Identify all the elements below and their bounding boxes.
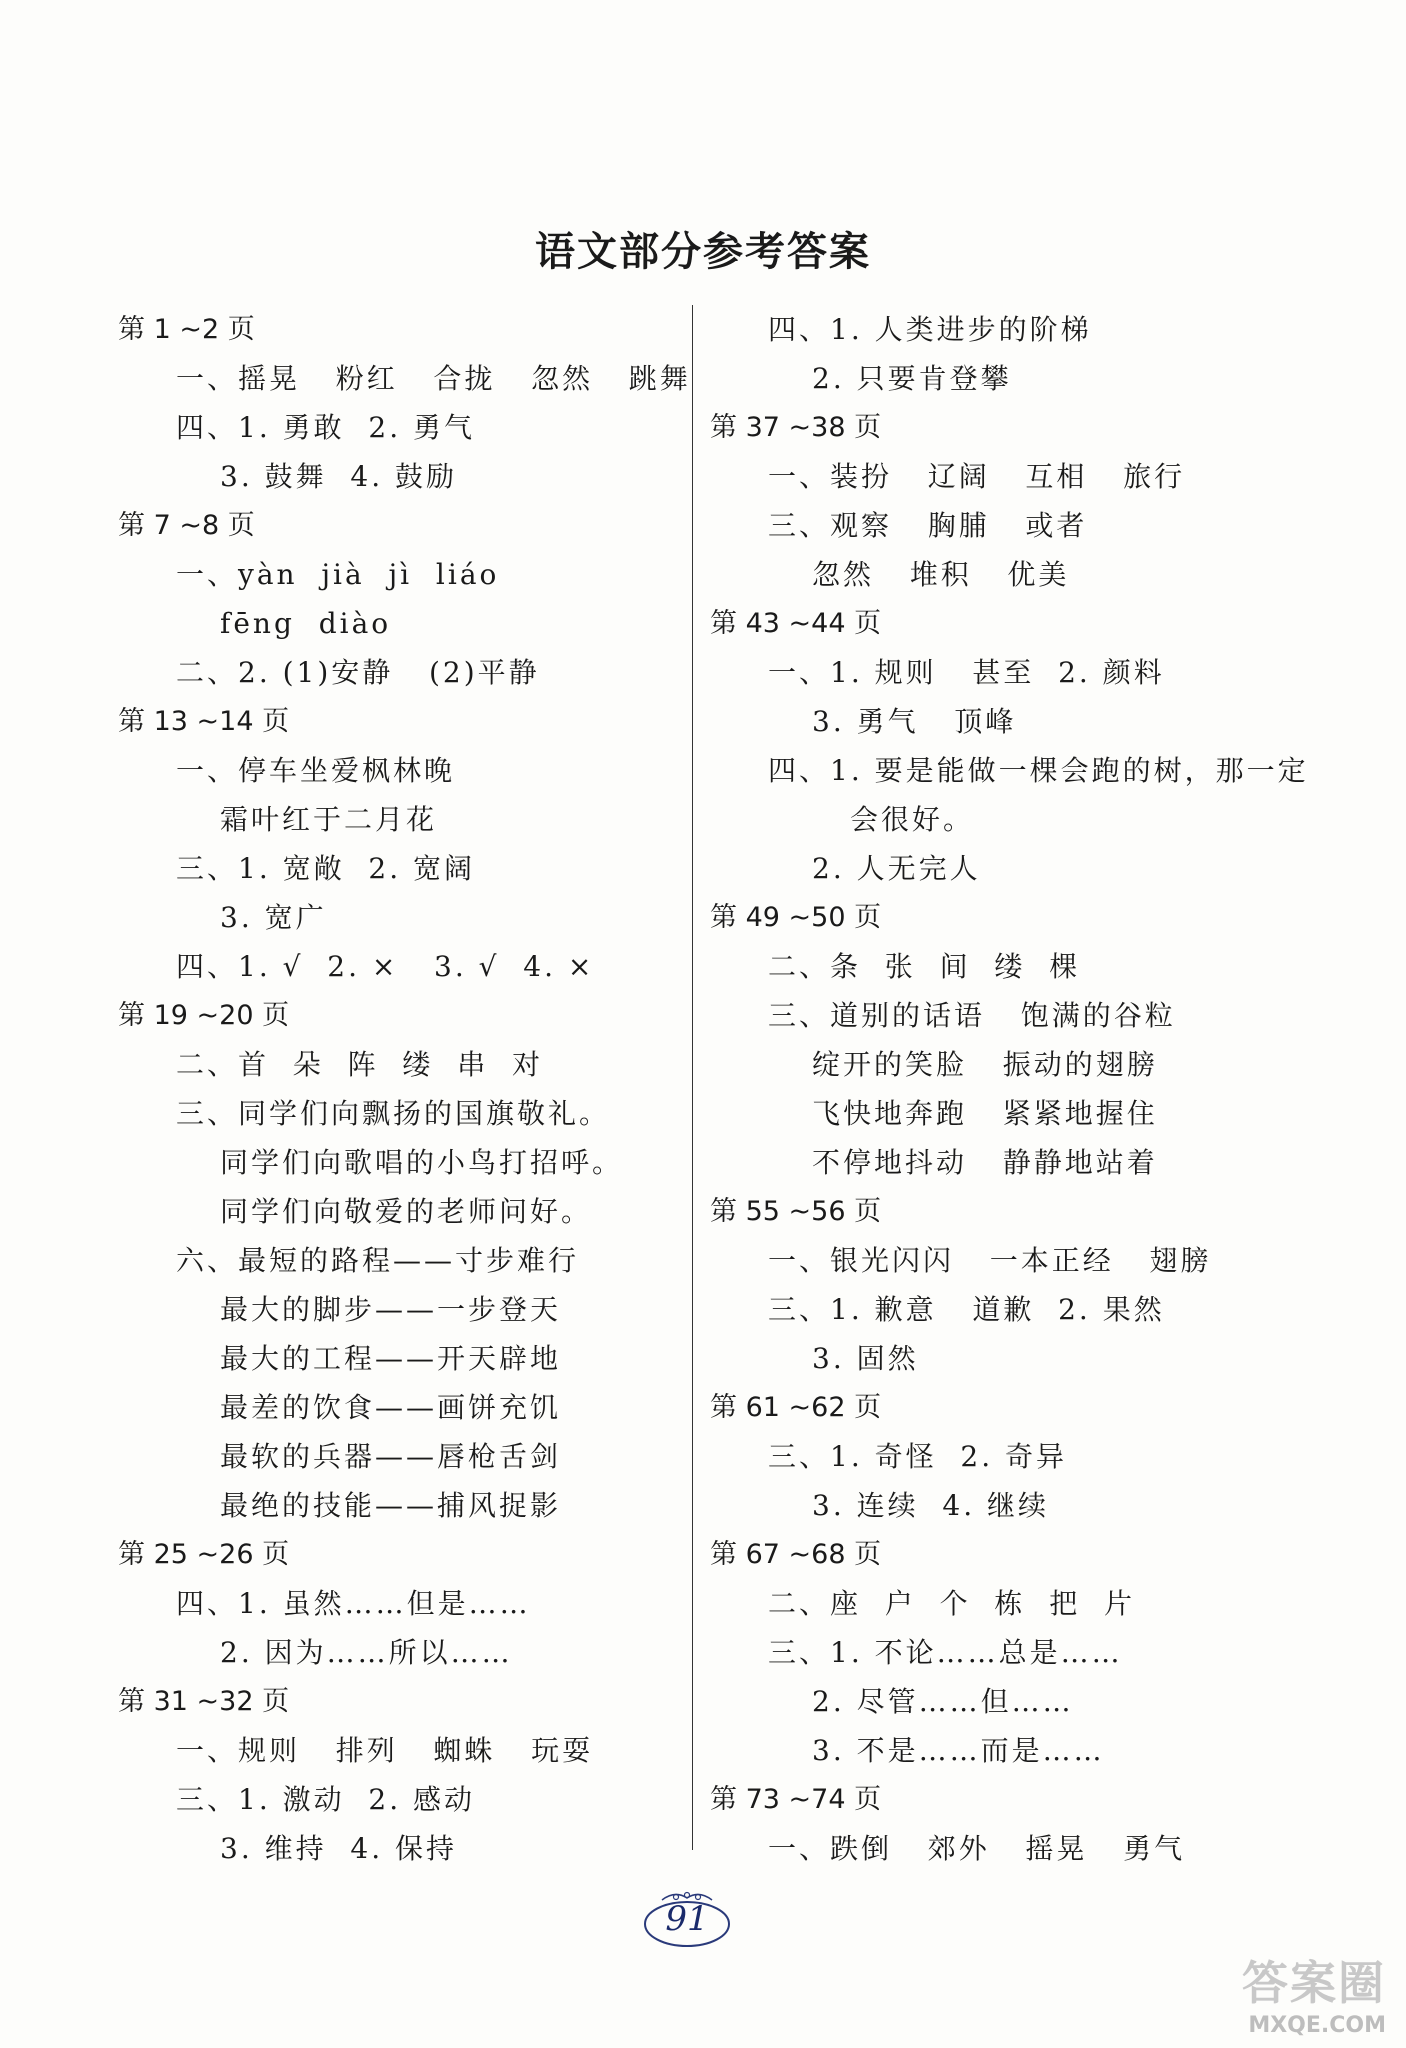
- answer-line: 四、1. 虽然……但是……: [176, 1587, 531, 1620]
- answer-line: 最大的脚步——一步登天: [220, 1293, 562, 1326]
- answer-line: 二、条 张 间 缕 棵: [768, 950, 1081, 983]
- answer-line: 飞快地奔跑 紧紧地握住: [812, 1097, 1158, 1130]
- answer-line: 三、同学们向飘扬的国旗敬礼。: [176, 1097, 611, 1130]
- answer-line: 一、1. 规则 甚至 2. 颜料: [768, 656, 1165, 689]
- section-heading: 第 19 ~20 页: [118, 1000, 290, 1031]
- page-number: 91: [665, 1899, 709, 1939]
- answer-line: 一、规则 排列 蜘蛛 玩耍: [176, 1734, 594, 1767]
- answer-line: 2. 人无完人: [812, 852, 981, 885]
- answer-line: 3. 不是……而是……: [812, 1734, 1105, 1767]
- answer-line: 一、摇晃 粉红 合拢 忽然 跳舞: [176, 362, 691, 395]
- section-heading: 第 55 ~56 页: [710, 1196, 882, 1227]
- answer-line: 四、1. 人类进步的阶梯: [768, 313, 1092, 346]
- answer-line: 2. 尽管……但……: [812, 1685, 1074, 1718]
- section-heading: 第 67 ~68 页: [710, 1539, 882, 1570]
- answer-line: 忽然 堆积 优美: [812, 558, 1070, 591]
- section-heading: 第 49 ~50 页: [710, 902, 882, 933]
- section-heading: 第 73 ~74 页: [710, 1784, 882, 1815]
- answer-line: 最软的兵器——唇枪舌剑: [220, 1440, 562, 1473]
- answer-line: 绽开的笑脸 振动的翅膀: [812, 1048, 1158, 1081]
- watermark-url: MXQE.COM: [1248, 2013, 1386, 2038]
- column-divider: [692, 305, 693, 1850]
- answer-line: 3. 维持 4. 保持: [220, 1832, 458, 1865]
- answer-line: 三、1. 宽敞 2. 宽阔: [176, 852, 476, 885]
- section-heading: 第 7 ~8 页: [118, 510, 255, 541]
- answer-line: 2. 因为……所以……: [220, 1636, 513, 1669]
- answer-line: 同学们向敬爱的老师问好。: [220, 1195, 593, 1228]
- answer-line: 会很好。: [850, 803, 975, 836]
- answer-line: 二、座 户 个 栋 把 片: [768, 1587, 1136, 1620]
- right-answer-column: [710, 305, 1310, 1873]
- section-heading: 第 37 ~38 页: [710, 412, 882, 443]
- answer-line: 一、停车坐爱枫林晚: [176, 754, 456, 787]
- answer-line: 最绝的技能——捕风捉影: [220, 1489, 562, 1522]
- answer-line: 四、1. √ 2. × 3. √ 4. ×: [176, 950, 595, 983]
- answer-line: 3. 固然: [812, 1342, 919, 1375]
- answer-line: 同学们向歌唱的小鸟打招呼。: [220, 1146, 624, 1179]
- section-heading: 第 13 ~14 页: [118, 706, 290, 737]
- answer-line: 四、1. 勇敢 2. 勇气: [176, 411, 476, 444]
- answer-line: 四、1. 要是能做一棵会跑的树，那一定: [768, 754, 1309, 787]
- answer-line: 3. 勇气 顶峰: [812, 705, 1017, 738]
- answer-line: 3. 宽广: [220, 901, 327, 934]
- answer-line: 一、银光闪闪 一本正经 翅膀: [768, 1244, 1212, 1277]
- answer-line: 3. 鼓舞 4. 鼓励: [220, 460, 458, 493]
- answer-line: 三、1. 奇怪 2. 奇异: [768, 1440, 1068, 1473]
- answer-line: 三、观察 胸脯 或者: [768, 509, 1088, 542]
- answer-line: 最差的饮食——画饼充饥: [220, 1391, 562, 1424]
- answer-line: 二、2. (1)安静 (2)平静: [176, 656, 540, 689]
- left-answer-column: [118, 305, 691, 1873]
- section-heading: 第 31 ~32 页: [118, 1686, 290, 1717]
- page-number-badge: [640, 1888, 734, 1950]
- answer-line: 一、yàn jià jì liáo: [176, 558, 500, 591]
- answer-line: 三、1. 不论……总是……: [768, 1636, 1123, 1669]
- section-heading: 第 25 ~26 页: [118, 1539, 290, 1570]
- answer-line: 三、1. 激动 2. 感动: [176, 1783, 476, 1816]
- page-title: 语文部分参考答案: [535, 229, 871, 275]
- answer-line: 不停地抖动 静静地站着: [812, 1146, 1158, 1179]
- answer-line: 一、跌倒 郊外 摇晃 勇气: [768, 1832, 1186, 1865]
- answer-line: 最大的工程——开天辟地: [220, 1342, 562, 1375]
- answer-line: 六、最短的路程——寸步难行: [176, 1244, 580, 1277]
- answer-line: 一、装扮 辽阔 互相 旅行: [768, 460, 1186, 493]
- watermark-title: 答案圈: [1242, 1956, 1386, 2010]
- section-heading: 第 61 ~62 页: [710, 1392, 882, 1423]
- section-heading: 第 43 ~44 页: [710, 608, 882, 639]
- answer-line: 3. 连续 4. 继续: [812, 1489, 1050, 1522]
- section-heading: 第 1 ~2 页: [118, 314, 255, 345]
- answer-line: 三、1. 歉意 道歉 2. 果然: [768, 1293, 1165, 1326]
- answer-line: 三、道别的话语 饱满的谷粒: [768, 999, 1176, 1032]
- answer-line: 2. 只要肯登攀: [812, 362, 1012, 395]
- answer-line: 二、首 朵 阵 缕 串 对: [176, 1048, 544, 1081]
- watermark-logo: [1186, 1947, 1386, 2038]
- answer-line: fēng diào: [220, 607, 392, 640]
- answer-line: 霜叶红于二月花: [220, 803, 438, 836]
